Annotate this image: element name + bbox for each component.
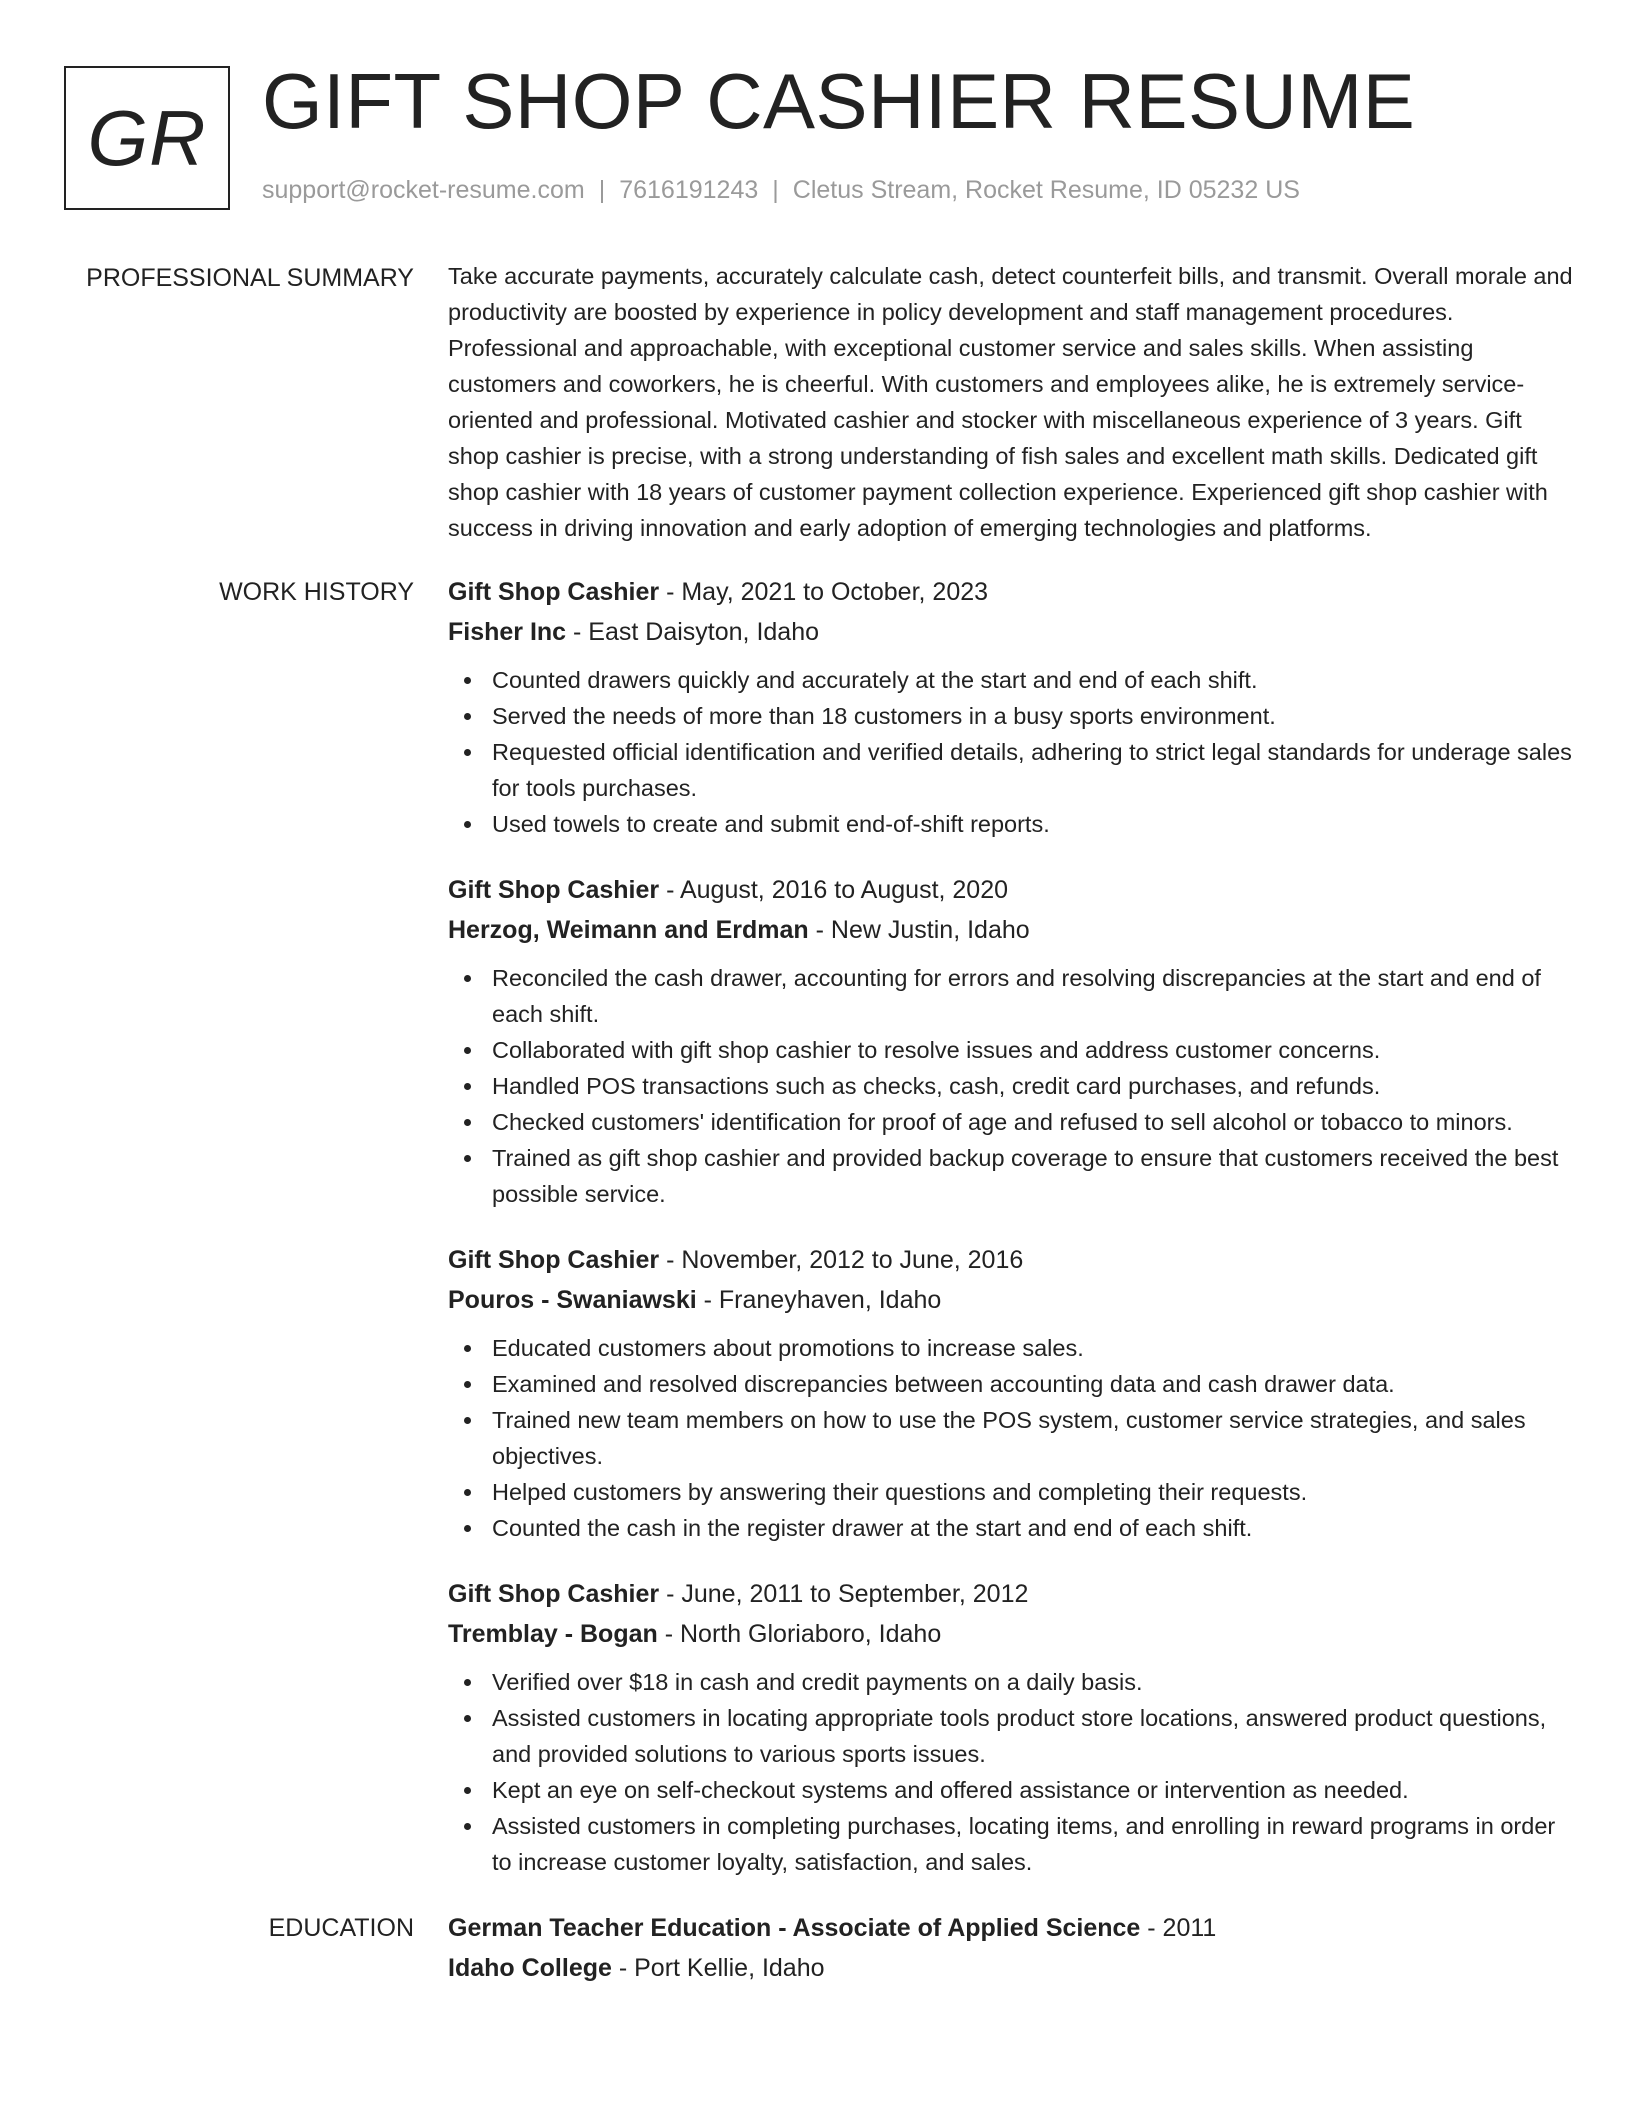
resume-content xyxy=(0,258,1632,1988)
job-bullets xyxy=(448,960,1578,1212)
contact-email: support@rocket-resume.com xyxy=(262,176,585,204)
section-label-summary: PROFESSIONAL SUMMARY xyxy=(86,264,414,292)
job-dates: - May, 2021 to October, 2023 xyxy=(659,578,989,606)
job-bullet: Checked customers' identification for proof of age and refused to sell alcohol or tobacco to minors. xyxy=(448,1104,1578,1140)
job-bullet: Verified over $18 in cash and credit payments on a daily basis. xyxy=(448,1664,1578,1700)
job-company-line xyxy=(448,910,1578,950)
job-entry xyxy=(448,870,1578,1212)
education-degree-line xyxy=(448,1908,1578,1948)
job-title-line xyxy=(448,870,1578,910)
section-label-education: EDUCATION xyxy=(268,1914,414,1942)
job-company-line xyxy=(448,1614,1578,1654)
job-bullet: Kept an eye on self-checkout systems and offered assistance or intervention as needed. xyxy=(448,1772,1578,1808)
section-label-work: WORK HISTORY xyxy=(219,578,414,606)
job-location: - Franeyhaven, Idaho xyxy=(696,1286,942,1314)
contact-line xyxy=(262,176,1300,205)
monogram-initials: GR xyxy=(87,93,207,182)
job-location: - New Justin, Idaho xyxy=(808,916,1030,944)
education-year: - 2011 xyxy=(1140,1914,1217,1942)
job-entry xyxy=(448,1574,1578,1880)
job-bullet: Counted the cash in the register drawer at the start and end of each shift. xyxy=(448,1510,1578,1546)
job-title: Gift Shop Cashier xyxy=(448,876,660,904)
job-dates: - August, 2016 to August, 2020 xyxy=(659,876,1009,904)
job-company: Pouros - Swaniawski xyxy=(448,1286,697,1314)
education-location: - Port Kellie, Idaho xyxy=(611,1954,825,1982)
job-bullet: Handled POS transactions such as checks, cash, credit card purchases, and refunds. xyxy=(448,1068,1578,1104)
job-bullet: Collaborated with gift shop cashier to resolve issues and address customer concerns. xyxy=(448,1032,1578,1068)
education-degree: German Teacher Education - Associate of Applied Science xyxy=(448,1914,1141,1942)
resume-title: GIFT SHOP CASHIER RESUME xyxy=(262,57,1416,145)
job-location: - North Gloriaboro, Idaho xyxy=(657,1620,942,1648)
job-bullet: Requested official identification and verified details, adhering to strict legal standards for underage sales for tools purchases. xyxy=(448,734,1578,806)
work-history-section xyxy=(0,572,1632,1908)
contact-separator: | xyxy=(598,176,606,204)
job-bullets xyxy=(448,1330,1578,1546)
job-bullet: Trained new team members on how to use the POS system, customer service strategies, and sales objectives. xyxy=(448,1402,1578,1474)
contact-phone: 7616191243 xyxy=(619,176,759,204)
job-company-line xyxy=(448,612,1578,652)
job-bullets xyxy=(448,662,1578,842)
education-section xyxy=(0,1908,1632,1988)
job-entry xyxy=(448,572,1578,842)
job-bullet: Helped customers by answering their questions and completing their requests. xyxy=(448,1474,1578,1510)
job-dates: - June, 2011 to September, 2012 xyxy=(659,1580,1029,1608)
job-company: Fisher Inc xyxy=(448,618,567,646)
job-title: Gift Shop Cashier xyxy=(448,1246,660,1274)
job-bullet: Reconciled the cash drawer, accounting for errors and resolving discrepancies at the start and end of each shift. xyxy=(448,960,1578,1032)
job-location: - East Daisyton, Idaho xyxy=(566,618,819,646)
job-title-line xyxy=(448,572,1578,612)
job-bullet: Counted drawers quickly and accurately at the start and end of each shift. xyxy=(448,662,1578,698)
job-entry xyxy=(448,1240,1578,1546)
job-dates: - November, 2012 to June, 2016 xyxy=(659,1246,1024,1274)
job-title-line xyxy=(448,1574,1578,1614)
job-company-line xyxy=(448,1280,1578,1320)
summary-text: Take accurate payments, accurately calculate cash, detect counterfeit bills, and transmit. Overall morale and productivity are boosted by experience in policy development and staff management procedures. Professional and approachable, with exceptional customer service and sales skills. When assisting customers and coworkers, he is cheerful. With customers and employees alike, he is extremely service-oriented and professional. Motivated cashier and stocker with miscellaneous experience of 3 years. Gift shop cashier is precise, with a strong understanding of fish sales and excellent math skills. Dedicated gift shop cashier with 18 years of customer payment collection experience. Experienced gift shop cashier with success in driving innovation and early adoption of emerging technologies and platforms. xyxy=(448,263,1573,541)
job-bullet: Trained as gift shop cashier and provided backup coverage to ensure that customers received the best possible service. xyxy=(448,1140,1578,1212)
job-bullet: Educated customers about promotions to increase sales. xyxy=(448,1330,1578,1366)
job-title-line xyxy=(448,1240,1578,1280)
contact-address: Cletus Stream, Rocket Resume, ID 05232 US xyxy=(792,176,1300,204)
summary-section xyxy=(0,258,1632,546)
contact-separator: | xyxy=(772,176,779,204)
job-bullet: Served the needs of more than 18 customers in a busy sports environment. xyxy=(448,698,1578,734)
job-company: Herzog, Weimann and Erdman xyxy=(448,916,809,944)
job-bullets xyxy=(448,1664,1578,1880)
education-school-line xyxy=(448,1948,1578,1988)
job-company: Tremblay - Bogan xyxy=(448,1620,658,1648)
job-bullet: Assisted customers in completing purchases, locating items, and enrolling in reward programs in order to increase customer loyalty, satisfaction, and sales. xyxy=(448,1808,1578,1880)
job-bullet: Used towels to create and submit end-of-shift reports. xyxy=(448,806,1578,842)
monogram-box xyxy=(64,66,230,210)
job-bullet: Assisted customers in locating appropriate tools product store locations, answered product questions, and provided solutions to various sports issues. xyxy=(448,1700,1578,1772)
job-bullet: Examined and resolved discrepancies between accounting data and cash drawer data. xyxy=(448,1366,1578,1402)
job-title: Gift Shop Cashier xyxy=(448,1580,660,1608)
education-school: Idaho College xyxy=(448,1954,612,1982)
job-title: Gift Shop Cashier xyxy=(448,578,660,606)
